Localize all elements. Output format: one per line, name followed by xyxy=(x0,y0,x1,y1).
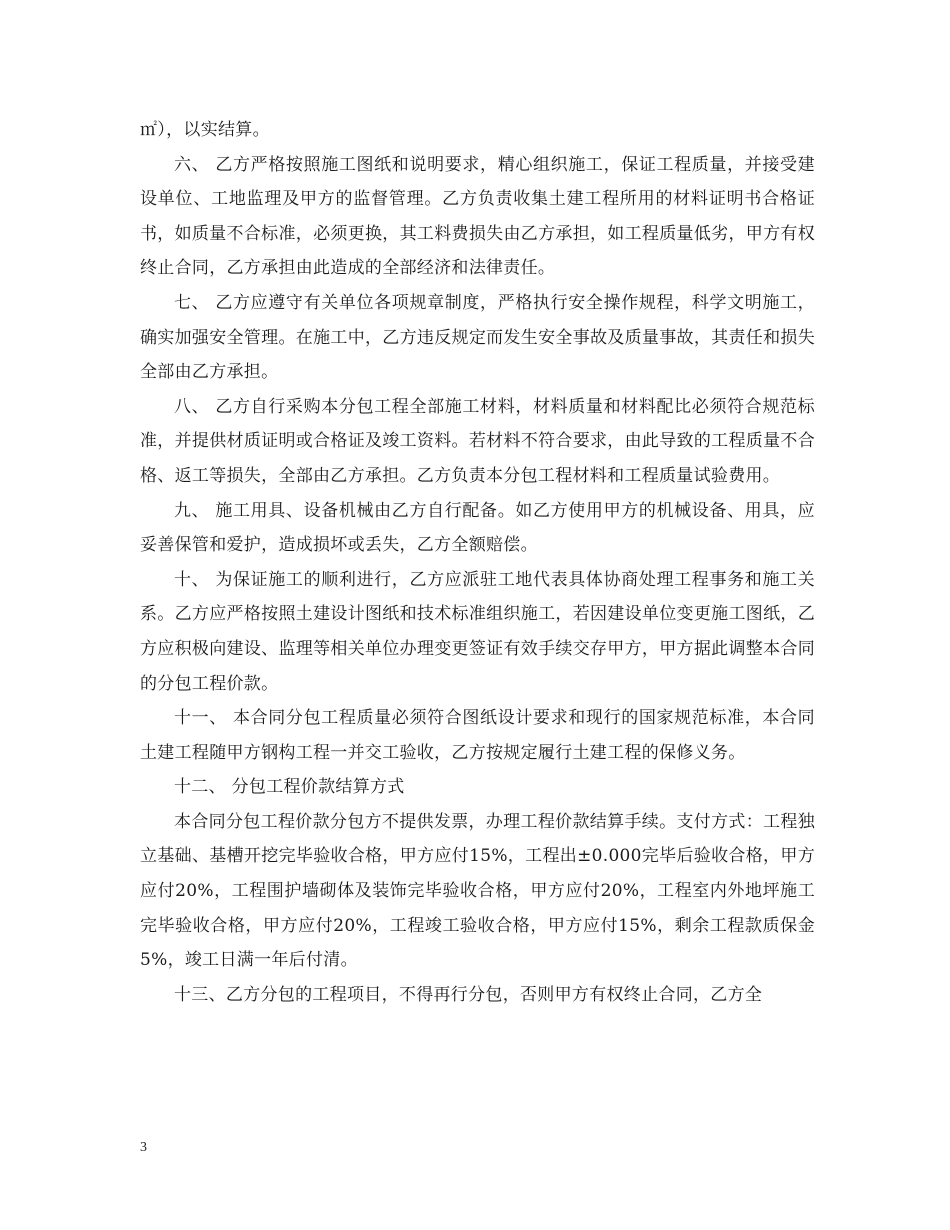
clause-7: 七、 乙方应遵守有关单位各项规章制度，严格执行安全操作规程，科学文明施工，确实加强安全管理。在施工中，乙方违反规定而发生安全事故及质量事故，其责任和损失全部由乙方承担。 xyxy=(140,292,815,383)
clause-6: 六、 乙方严格按照施工图纸和说明要求，精心组织施工，保证工程质量，并接受建设单位、工地监理及甲方的监督管理。乙方负责收集土建工程所用的材料证明书合格证书，如质量不合标准，必须更换，其工料费损失由乙方承担，如工程质量低劣，甲方有权终止合同，乙方承担由此造成的全部经济和法律责任。 xyxy=(140,154,815,279)
document-body xyxy=(140,113,815,1012)
clause-10: 十、 为保证施工的顺利进行，乙方应派驻工地代表具体协商处理工程事务和施工关系。乙方应严格按照土建设计图纸和技术标准组织施工，若因建设单位变更施工图纸，乙方应积极向建设、监理等相关单位办理变更签证有效手续交存甲方，甲方据此调整本合同的分包工程价款。 xyxy=(140,569,815,694)
paragraph-continuation: ㎡），以实结算。 xyxy=(140,120,270,140)
clause-8: 八、 乙方自行采购本分包工程全部施工材料，材料质量和材料配比必须符合规范标准，并提供材质证明或合格证及竣工资料。若材料不符合要求，由此导致的工程质量不合格、返工等损失，全部由乙方承担。乙方负责本分包工程材料和工程质量试验费用。 xyxy=(140,396,815,486)
page-number: 3 xyxy=(140,1140,147,1155)
clause-9: 九、 施工用具、设备机械由乙方自行配备。如乙方使用甲方的机械设备、用具，应妥善保管和爱护，造成损坏或丢失，乙方全额赔偿。 xyxy=(140,500,815,556)
clause-12-body: 本合同分包工程价款分包方不提供发票，办理工程价款结算手续。支付方式：工程独立基础、基槽开挖完毕验收合格，甲方应付15%，工程出±0.000完毕后验收合格，甲方应付20%，工程围护墙砌体及装饰完毕验收合格，甲方应付20%，工程室内外地坪施工完毕验收合格，甲方应付20%，工程竣工验收合格，甲方应付15%，剩余工程款质保金5%，竣工日满一年后付清。 xyxy=(140,811,815,971)
clause-13: 十三、乙方分包的工程项目，不得再行分包，否则甲方有权终止合同，乙方全 xyxy=(174,984,763,1005)
clause-11: 十一、 本合同分包工程质量必须符合图纸设计要求和现行的国家规范标准，本合同土建工程随甲方钢构工程一并交工验收，乙方按规定履行土建工程的保修义务。 xyxy=(140,708,815,763)
clause-12-heading: 十二、 分包工程价款结算方式 xyxy=(174,777,405,798)
